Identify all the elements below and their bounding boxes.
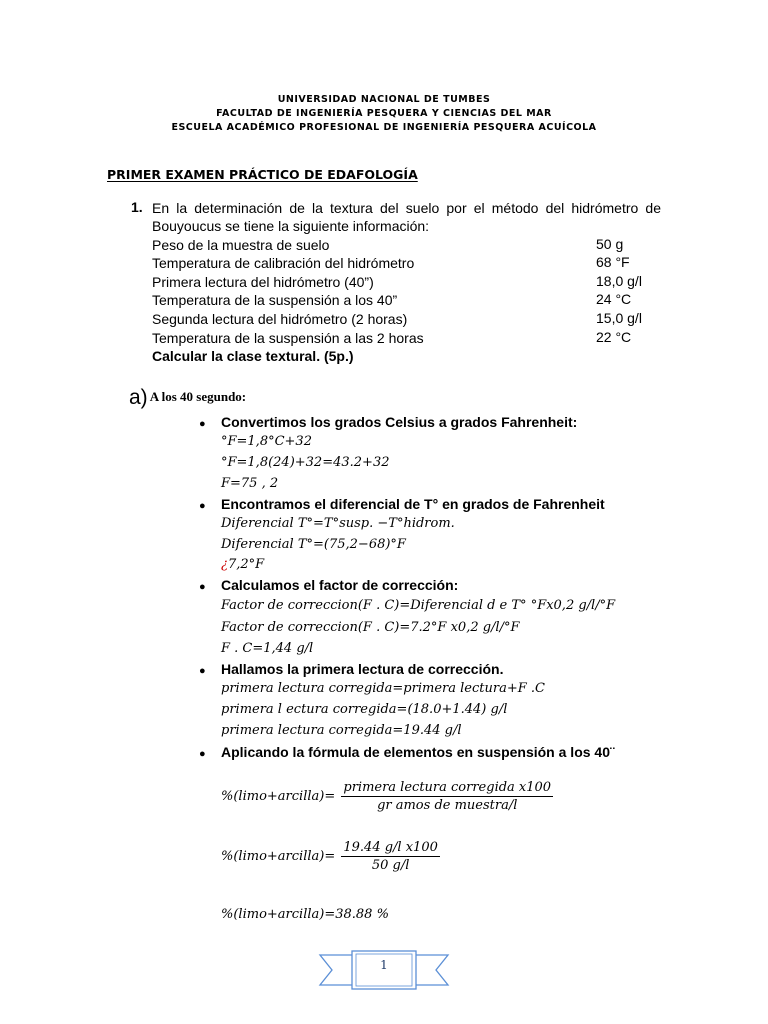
math-line: 7,2°F (227, 557, 265, 572)
bullet-icon: ● (199, 665, 206, 677)
school-name: ESCUELA ACADÉMICO PROFESIONAL DE INGENIERÍA PESQUERA ACUÍCOLA (171, 122, 597, 133)
question-number: 1. (131, 199, 143, 215)
fraction-numerator: 19.44 g/l x100 (343, 840, 438, 855)
inverted-question-glyph: ¿ (221, 557, 228, 572)
formula-percent-general (221, 780, 553, 813)
math-line: °F=1,8°C+32 (221, 434, 312, 449)
data-value: 50 g (596, 236, 624, 252)
math-line: F=75 , 2 (221, 476, 279, 491)
step-title: Aplicando la fórmula de elementos en suspensión a los 40¨ (221, 744, 615, 760)
math-line: Factor de correccion(F . C)=7.2°F x0,2 g/l/°F (221, 620, 520, 635)
data-value: 22 °C (596, 329, 632, 345)
formula-lhs: %(limo+arcilla)= (221, 789, 336, 804)
math-line: Diferencial T°=T°susp. −T°hidrom. (221, 516, 455, 531)
exam-title: PRIMER EXAMEN PRÁCTICO DE EDAFOLOGÍA (107, 167, 418, 182)
fraction (341, 840, 440, 873)
data-value: 15,0 g/l (596, 310, 642, 326)
formula-percent-result: %(limo+arcilla)=38.88 % (221, 907, 389, 922)
question-instruction: Calcular la clase textural. (5p.) (152, 348, 354, 364)
math-line: °F=1,8(24)+32=43.2+32 (221, 455, 390, 470)
data-label: Segunda lectura del hidrómetro (2 horas) (152, 311, 408, 327)
data-label: Temperatura de la suspensión a las 2 horas (152, 330, 424, 346)
math-line: Factor de correccion(F . C)=Diferencial d e T° °Fx0,2 g/l/°F (221, 598, 616, 613)
math-line-with-glyph (221, 557, 264, 572)
fraction-numerator: primera lectura corregida x100 (343, 780, 552, 795)
data-value: 18,0 g/l (596, 273, 642, 289)
data-label: Temperatura de calibración del hidrómetro (152, 255, 415, 271)
page-number: 1 (380, 958, 388, 972)
university-name: UNIVERSIDAD NACIONAL DE TUMBES (277, 94, 491, 105)
data-label: Primera lectura del hidrómetro (40”) (152, 274, 374, 290)
part-a-heading (129, 386, 246, 410)
faculty-name: FACULTAD DE INGENIERÍA PESQUERA Y CIENCIAS DEL MAR (216, 108, 552, 119)
step-title: Hallamos la primera lectura de corrección. (221, 661, 504, 677)
formula-percent-substituted (221, 840, 440, 873)
math-line: Diferencial T°=(75,2−68)°F (221, 537, 406, 552)
step-title: Convertimos los grados Celsius a grados Fahrenheit: (221, 414, 578, 430)
math-line: primera lectura corregida=primera lectura+F .C (221, 681, 545, 696)
question-intro-line2: Bouyoucus se tiene la siguiente información: (152, 218, 430, 234)
part-a-text: A los 40 segundo: (149, 389, 247, 404)
fraction-denominator: gr amos de muestra/l (377, 798, 518, 813)
fraction-denominator: 50 g/l (371, 858, 410, 873)
step-title: Calculamos el factor de corrección: (221, 577, 459, 593)
question-intro-line1: En la determinación de la textura del suelo por el método del hidrómetro de (152, 200, 661, 216)
fraction (341, 780, 553, 813)
part-a-letter: a) (129, 386, 148, 409)
step-title: Encontramos el diferencial de T° en grados de Fahrenheit (221, 496, 605, 512)
bullet-icon: ● (199, 748, 206, 760)
formula-lhs: %(limo+arcilla)= (221, 849, 336, 864)
math-line: primera l ectura corregida=(18.0+1.44) g/l (221, 702, 508, 717)
data-label: Peso de la muestra de suelo (152, 237, 330, 253)
bullet-icon: ● (199, 418, 206, 430)
data-label: Temperatura de la suspensión a los 40” (152, 292, 398, 308)
page-number-ribbon-icon (318, 949, 450, 995)
math-line: F . C=1,44 g/l (221, 641, 314, 656)
bullet-icon: ● (199, 581, 206, 593)
bullet-icon: ● (199, 500, 206, 512)
data-value: 68 °F (596, 254, 630, 270)
math-line: primera lectura corregida=19.44 g/l (221, 723, 462, 738)
data-value: 24 °C (596, 291, 632, 307)
